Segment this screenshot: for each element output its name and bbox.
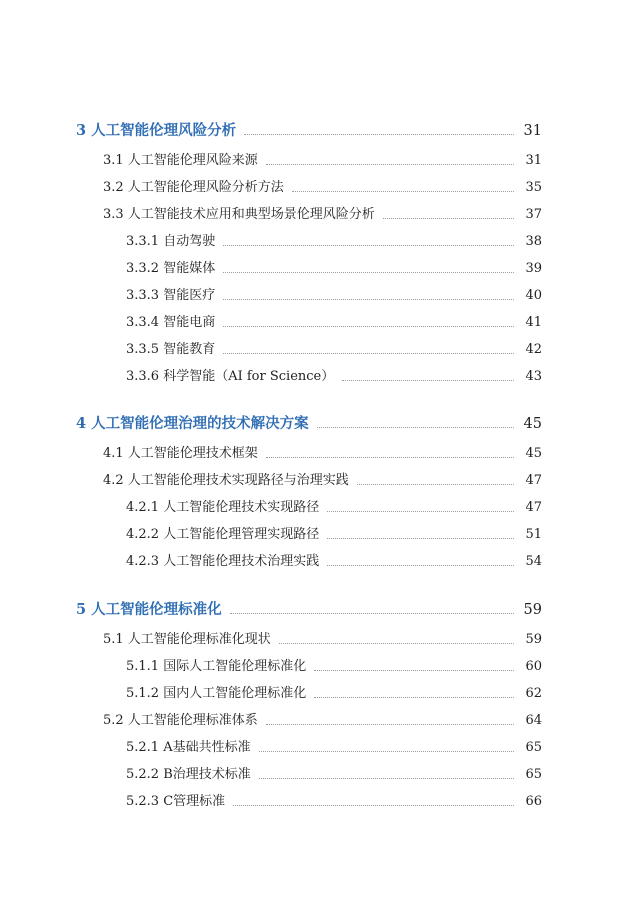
- toc-subsection-entry[interactable]: [126, 314, 542, 332]
- toc-section-entry[interactable]: [103, 179, 542, 197]
- toc-subsection-entry[interactable]: [126, 658, 542, 676]
- dot-leader: [230, 613, 514, 614]
- toc-subsection-entry-page-number: 43: [525, 369, 542, 384]
- toc-subsection-entry-page-number: 66: [525, 794, 542, 809]
- toc-subsection-entry[interactable]: [126, 739, 542, 757]
- dot-leader: [314, 697, 514, 698]
- toc-section-entry-page-number: 59: [525, 632, 542, 647]
- toc-subsection-entry-title: 4.2.3 人工智能伦理技术治理实践: [126, 554, 320, 569]
- dot-leader: [266, 724, 514, 725]
- toc-section-entry[interactable]: [103, 152, 542, 170]
- toc-subsection-entry-title: 3.3.6 科学智能（AI for Science）: [126, 369, 335, 384]
- dot-leader: [327, 565, 514, 566]
- toc-subsection-entry-page-number: 65: [525, 740, 542, 755]
- toc-subsection-entry[interactable]: [126, 341, 542, 359]
- dot-leader: [259, 778, 514, 779]
- toc-section-entry[interactable]: [103, 712, 542, 730]
- toc-section-entry-title: 4.1 人工智能伦理技术框架: [103, 446, 258, 461]
- dot-leader: [223, 272, 514, 273]
- toc-section-entry-title: 5.2 人工智能伦理标准体系: [103, 713, 258, 728]
- dot-leader: [266, 164, 514, 165]
- dot-leader: [223, 326, 514, 327]
- toc-subsection-entry-title: 3.3.4 智能电商: [126, 315, 216, 330]
- toc-subsection-entry[interactable]: [126, 368, 542, 386]
- toc-subsection-entry-page-number: 62: [525, 686, 542, 701]
- toc-section-entry-title: 3.1 人工智能伦理风险来源: [103, 153, 258, 168]
- toc-subsection-entry[interactable]: [126, 233, 542, 251]
- toc-chapter-entry-title: 5 人工智能伦理标准化: [76, 601, 222, 618]
- toc-subsection-entry-page-number: 47: [525, 500, 542, 515]
- toc-chapter-entry-title: 3 人工智能伦理风险分析: [76, 122, 237, 139]
- toc-subsection-entry-title: 5.2.2 B治理技术标准: [126, 767, 251, 782]
- dot-leader: [317, 427, 514, 428]
- toc-subsection-entry-title: 5.1.1 国际人工智能伦理标准化: [126, 659, 307, 674]
- toc-subsection-entry-title: 4.2.1 人工智能伦理技术实现路径: [126, 500, 320, 515]
- toc-subsection-entry-title: 5.2.1 A基础共性标准: [126, 740, 251, 755]
- toc-subsection-entry[interactable]: [126, 553, 542, 571]
- toc-chapter-entry-title: 4 人工智能伦理治理的技术解决方案: [76, 415, 309, 432]
- dot-leader: [383, 218, 514, 219]
- toc-section-entry-page-number: 37: [525, 207, 542, 222]
- toc-section-entry-title: 3.3 人工智能技术应用和典型场景伦理风险分析: [103, 207, 375, 222]
- dot-leader: [233, 805, 514, 806]
- toc-subsection-entry-page-number: 65: [525, 767, 542, 782]
- toc-chapter-entry-page-number: 59: [523, 602, 542, 618]
- toc-section-entry-page-number: 31: [525, 153, 542, 168]
- toc-subsection-entry-page-number: 39: [525, 261, 542, 276]
- toc-subsection-entry-page-number: 40: [525, 288, 542, 303]
- toc-section-entry-page-number: 45: [525, 446, 542, 461]
- toc-subsection-entry-page-number: 51: [525, 527, 542, 542]
- dot-leader: [342, 380, 514, 381]
- toc-subsection-entry[interactable]: [126, 526, 542, 544]
- dot-leader: [327, 538, 514, 539]
- toc-subsection-entry[interactable]: [126, 685, 542, 703]
- toc-chapter-entry[interactable]: [76, 601, 542, 619]
- dot-leader: [244, 134, 514, 135]
- dot-leader: [327, 511, 514, 512]
- toc-subsection-entry-title: 3.3.1 自动驾驶: [126, 234, 216, 249]
- toc-subsection-entry[interactable]: [126, 260, 542, 278]
- toc-subsection-entry[interactable]: [126, 287, 542, 305]
- toc-section-entry[interactable]: [103, 206, 542, 224]
- toc-chapter-entry[interactable]: [76, 122, 542, 140]
- dot-leader: [292, 191, 514, 192]
- toc-subsection-entry-page-number: 38: [525, 234, 542, 249]
- toc-subsection-entry-title: 5.1.2 国内人工智能伦理标准化: [126, 686, 307, 701]
- dot-leader: [223, 353, 514, 354]
- toc-subsection-entry-title: 4.2.2 人工智能伦理管理实现路径: [126, 527, 320, 542]
- toc-subsection-entry-title: 3.3.5 智能教育: [126, 342, 216, 357]
- toc-section-entry-title: 4.2 人工智能伦理技术实现路径与治理实践: [103, 473, 349, 488]
- toc-section-entry[interactable]: [103, 472, 542, 490]
- dot-leader: [266, 457, 514, 458]
- toc-subsection-entry-title: 3.3.2 智能媒体: [126, 261, 216, 276]
- toc-section-entry-page-number: 64: [525, 713, 542, 728]
- toc-subsection-entry-title: 5.2.3 C管理标准: [126, 794, 226, 809]
- toc-subsection-entry[interactable]: [126, 793, 542, 811]
- toc-subsection-entry-page-number: 60: [525, 659, 542, 674]
- toc-subsection-entry-page-number: 42: [525, 342, 542, 357]
- dot-leader: [314, 670, 514, 671]
- toc-section-entry[interactable]: [103, 445, 542, 463]
- toc-subsection-entry[interactable]: [126, 499, 542, 517]
- toc-subsection-entry-page-number: 41: [525, 315, 542, 330]
- toc-chapter-entry[interactable]: [76, 415, 542, 433]
- toc-chapter-entry-page-number: 31: [523, 123, 542, 139]
- toc-section-entry-page-number: 35: [525, 180, 542, 195]
- dot-leader: [357, 484, 514, 485]
- toc-chapter-entry-page-number: 45: [523, 416, 542, 432]
- toc-section-entry[interactable]: [103, 631, 542, 649]
- toc-subsection-entry-title: 3.3.3 智能医疗: [126, 288, 216, 303]
- dot-leader: [259, 751, 514, 752]
- dot-leader: [279, 643, 514, 644]
- dot-leader: [223, 245, 514, 246]
- toc-subsection-entry[interactable]: [126, 766, 542, 784]
- toc-section-entry-page-number: 47: [525, 473, 542, 488]
- toc-section-entry-title: 3.2 人工智能伦理风险分析方法: [103, 180, 284, 195]
- toc-subsection-entry-page-number: 54: [525, 554, 542, 569]
- toc-section-entry-title: 5.1 人工智能伦理标准化现状: [103, 632, 271, 647]
- dot-leader: [223, 299, 514, 300]
